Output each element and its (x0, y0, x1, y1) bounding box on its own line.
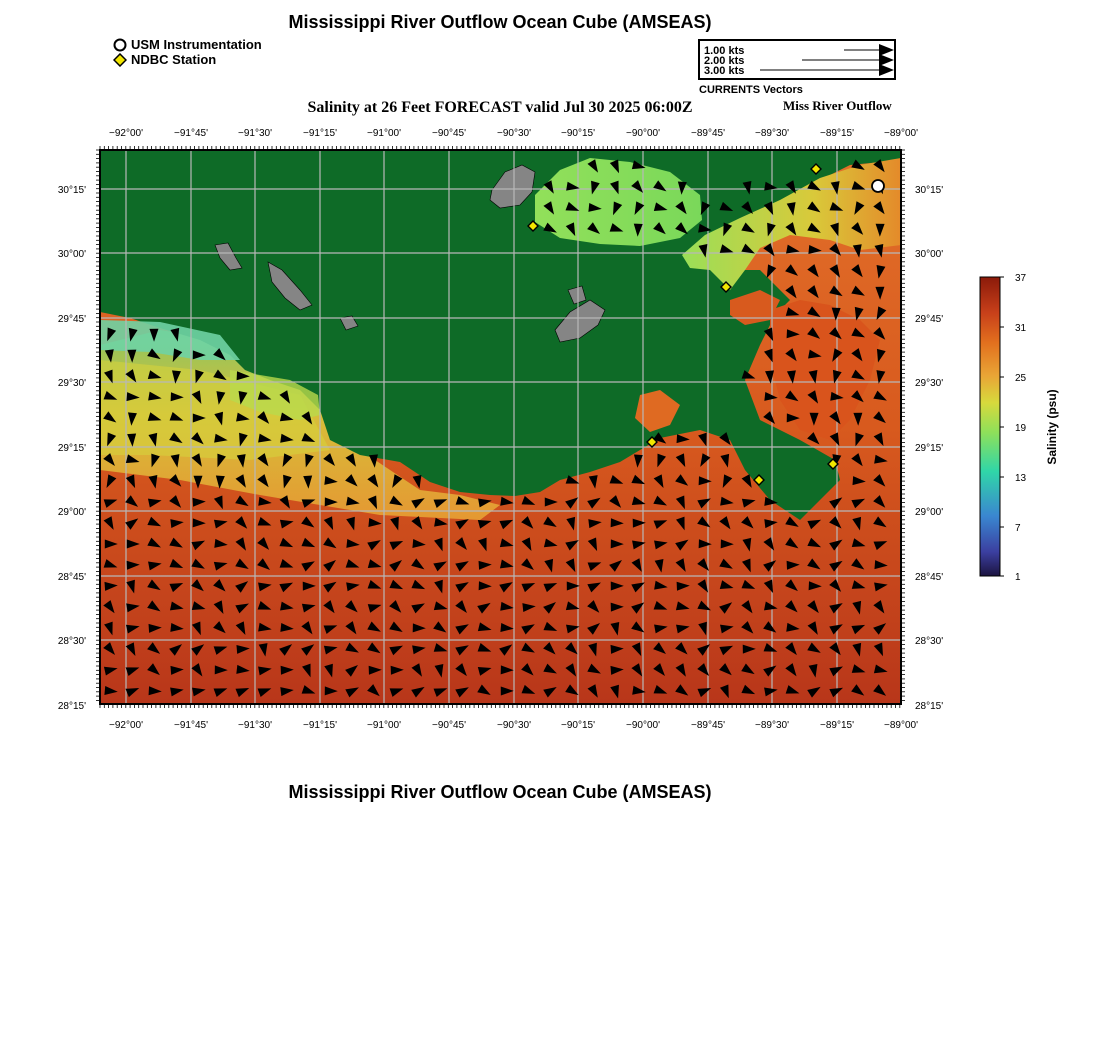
lat-label-right: 30°15' (915, 185, 944, 196)
lat-label-left: 28°15' (57, 701, 86, 712)
lat-label-left: 29°30' (57, 378, 86, 389)
lat-labels-right (915, 185, 943, 712)
vector-key-caption: CURRENTS Vectors (699, 84, 803, 96)
lat-labels-left (58, 185, 86, 712)
footer-title: Mississippi River Outflow Ocean Cube (AMSEAS) (288, 782, 712, 802)
lon-label-top: −89°45' (691, 128, 725, 139)
lon-label-bottom: −89°00' (884, 720, 918, 731)
lon-label-bottom: −89°45' (691, 720, 725, 731)
lat-label-right: 28°15' (915, 701, 944, 712)
lat-label-left: 30°00' (57, 249, 86, 260)
lon-label-top: −90°00' (626, 128, 660, 139)
lat-label-left: 29°15' (57, 443, 86, 454)
legend-usm (113, 37, 262, 52)
colorbar-label: Salinity (psu) (1045, 389, 1059, 465)
colorbar-tick: 7 (1015, 523, 1021, 534)
map-subtitle: Salinity at 26 Feet FORECAST valid Jul 30 2025 06:00Z (307, 99, 693, 116)
legend-ndbc-label: NDBC Station (131, 52, 217, 67)
lon-label-top: −91°00' (367, 128, 401, 139)
colorbar-tick: 31 (1015, 323, 1027, 334)
circle-marker-icon (113, 38, 127, 52)
lon-label-bottom: −89°15' (820, 720, 854, 731)
lon-label-bottom: −90°15' (561, 720, 595, 731)
colorbar-tick: 13 (1015, 473, 1027, 484)
lat-label-right: 29°45' (915, 314, 944, 325)
lon-label-bottom: −91°45' (174, 720, 208, 731)
lon-label-top: −90°15' (561, 128, 595, 139)
lon-labels-top (109, 128, 918, 139)
lat-label-left: 29°00' (57, 507, 86, 518)
lon-label-bottom: −89°30' (755, 720, 789, 731)
salinity-map (0, 115, 960, 745)
lon-label-top: −90°30' (497, 128, 531, 139)
lon-label-bottom: −90°30' (497, 720, 531, 731)
colorbar-tick: 37 (1015, 273, 1027, 284)
colorbar-tick: 25 (1015, 373, 1027, 384)
lon-label-top: −90°45' (432, 128, 466, 139)
lon-labels-bottom (109, 720, 918, 731)
lat-label-right: 29°00' (915, 507, 944, 518)
page-title: Mississippi River Outflow Ocean Cube (AMSEAS) (288, 12, 712, 32)
vector-key-row-3: 3.00 kts (704, 65, 745, 77)
legend-usm-label: USM Instrumentation (131, 37, 262, 52)
lon-label-bottom: −91°30' (238, 720, 272, 731)
lat-label-right: 28°30' (915, 636, 944, 647)
lat-label-right: 30°00' (915, 249, 944, 260)
lat-label-right: 28°45' (915, 572, 944, 583)
usm-instrument (872, 180, 884, 192)
vector-key-arrows (700, 41, 894, 78)
lon-label-bottom: −91°00' (367, 720, 401, 731)
diamond-marker-icon (113, 53, 127, 67)
vector-key-row-1: 1.00 kts (704, 45, 745, 57)
lon-label-top: −92°00' (109, 128, 143, 139)
legend-ndbc (113, 52, 216, 67)
lat-label-left: 28°30' (57, 636, 86, 647)
vector-key-row-2: 2.00 kts (704, 55, 745, 67)
lon-label-top: −89°30' (755, 128, 789, 139)
lon-label-bottom: −91°15' (303, 720, 337, 731)
lon-label-bottom: −90°00' (626, 720, 660, 731)
colorbar-tick: 19 (1015, 423, 1027, 434)
salinity-colorbar (970, 270, 1070, 590)
colorbar-tick: 1 (1015, 572, 1021, 583)
lat-label-left: 30°15' (57, 185, 86, 196)
region-label: Miss River Outflow (783, 98, 892, 113)
lon-label-top: −89°15' (820, 128, 854, 139)
lon-label-top: −91°30' (238, 128, 272, 139)
vector-key (698, 39, 896, 80)
lon-label-bottom: −92°00' (109, 720, 143, 731)
colorbar-scale (980, 277, 1000, 576)
lon-label-top: −91°15' (303, 128, 337, 139)
lat-label-right: 29°15' (915, 443, 944, 454)
lon-label-bottom: −90°45' (432, 720, 466, 731)
lat-label-left: 28°45' (57, 572, 86, 583)
lon-label-top: −89°00' (884, 128, 918, 139)
lon-label-top: −91°45' (174, 128, 208, 139)
lat-label-right: 29°30' (915, 378, 944, 389)
lat-label-left: 29°45' (57, 314, 86, 325)
